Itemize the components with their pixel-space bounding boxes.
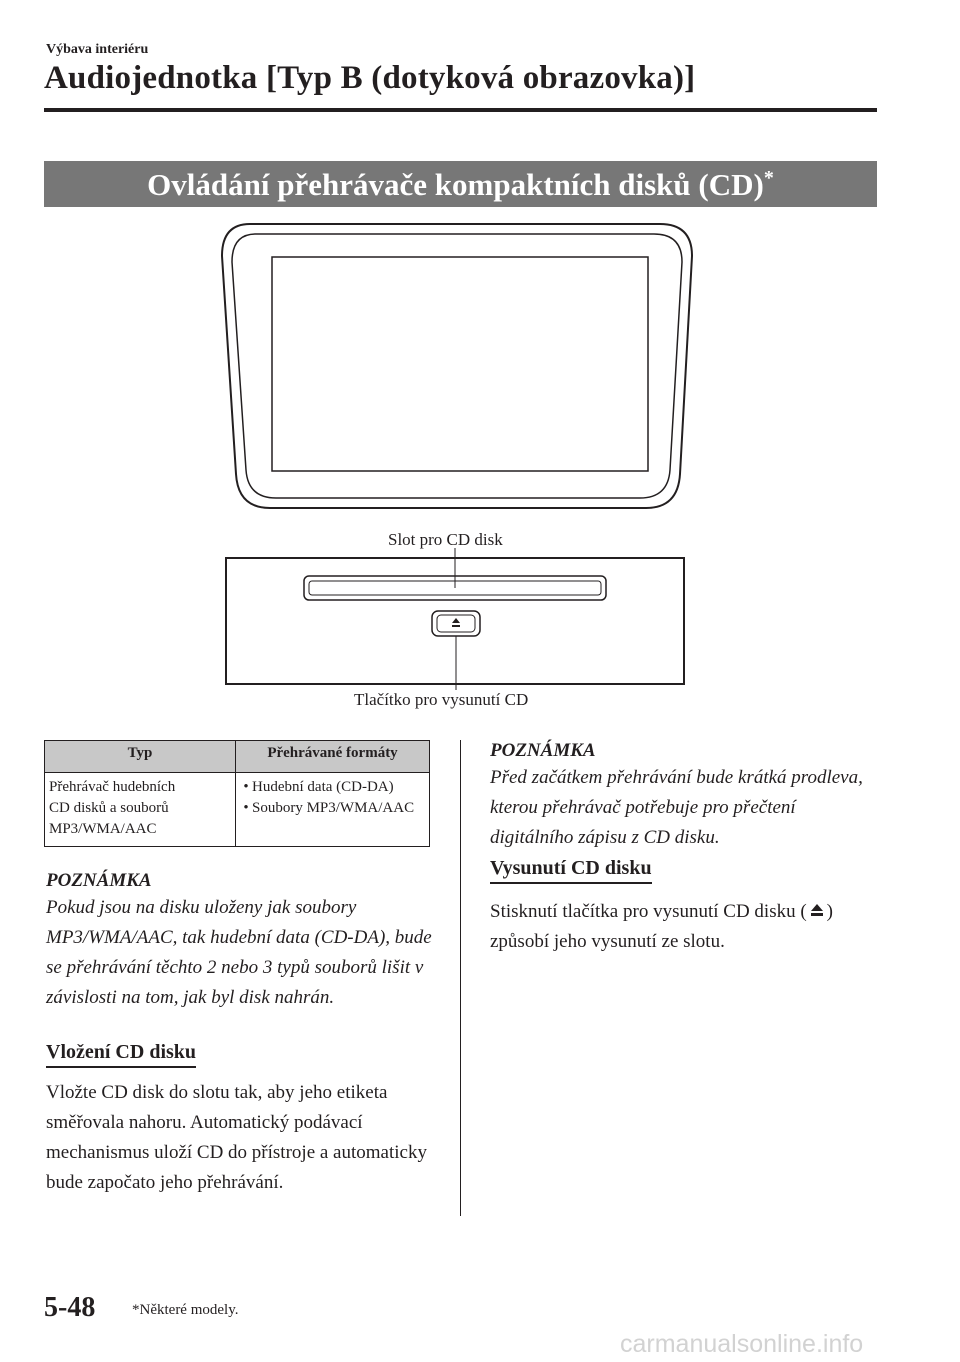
watermark: carmanualsonline.info	[620, 1330, 864, 1358]
type-line: MP3/WMA/AAC	[49, 821, 157, 837]
type-cell	[45, 773, 236, 847]
type-line: CD disků a souborů	[49, 800, 169, 816]
note-text: Před začátkem přehrávání bude krátká prodleva, kterou přehrávač potřebuje pro přečtení digitálního zápisu z CD disku.	[490, 767, 863, 848]
eject-icon	[452, 618, 460, 627]
section-banner	[44, 161, 877, 207]
note-heading: POZNÁMKA	[490, 740, 596, 761]
eject-button-label: Tlačítko pro vysunutí CD	[354, 690, 529, 709]
section-title: Ovládání přehrávače kompaktních disků (CD)	[147, 167, 764, 202]
column-header-formats: Přehrávané formáty	[236, 741, 430, 773]
column-header-type: Typ	[45, 741, 236, 773]
format-item: • Hudební data (CD-DA)	[240, 777, 425, 798]
eject-cd-heading: Vysunutí CD disku	[490, 857, 652, 884]
audio-unit-illustration	[220, 222, 700, 692]
insert-cd-heading: Vložení CD disku	[46, 1041, 196, 1068]
touchscreen-display	[222, 224, 692, 508]
table-row	[45, 773, 430, 847]
title-rule	[44, 108, 877, 112]
section-label: Výbava interiéru	[46, 42, 149, 57]
screen-area	[272, 257, 648, 471]
type-line: Přehrávač hudebních	[49, 779, 176, 795]
slot-label: Slot pro CD disk	[388, 530, 503, 549]
note-text: Pokud jsou na disku uloženy jak soubory MP3/WMA/AAC, tak hudební data (CD-DA), bude se přehrávání těchto 2 nebo 3 typů souborů lišit v závislosti na tom, jak byl disk nahrán.	[46, 897, 432, 1008]
chapter-title: Audiojednotka [Typ B (dotyková obrazovka)]	[44, 60, 696, 96]
formats-cell	[236, 773, 430, 847]
eject-cd-text: Stisknutí tlačítka pro vysunutí CD disku ( ) způsobí jeho vysunutí ze slotu.	[490, 901, 833, 952]
models-marker: *	[763, 167, 774, 189]
eject-icon	[808, 901, 826, 919]
footnote: *Některé modely.	[132, 1302, 239, 1318]
format-item: • Soubory MP3/WMA/AAC	[240, 798, 425, 819]
page-number: 5-48	[44, 1292, 96, 1323]
column-divider	[460, 740, 461, 1216]
bullet-icon: •	[243, 800, 249, 816]
note-heading: POZNÁMKA	[46, 870, 152, 891]
insert-cd-text: Vložte CD disk do slotu tak, aby jeho etiketa směřovala nahoru. Automatický podávací mechanismus uloží CD do přístroje a automaticky bude započato jeho přehrávání.	[46, 1082, 427, 1193]
formats-table	[44, 740, 430, 847]
bullet-icon: •	[243, 779, 249, 795]
table-header-row	[45, 741, 430, 773]
